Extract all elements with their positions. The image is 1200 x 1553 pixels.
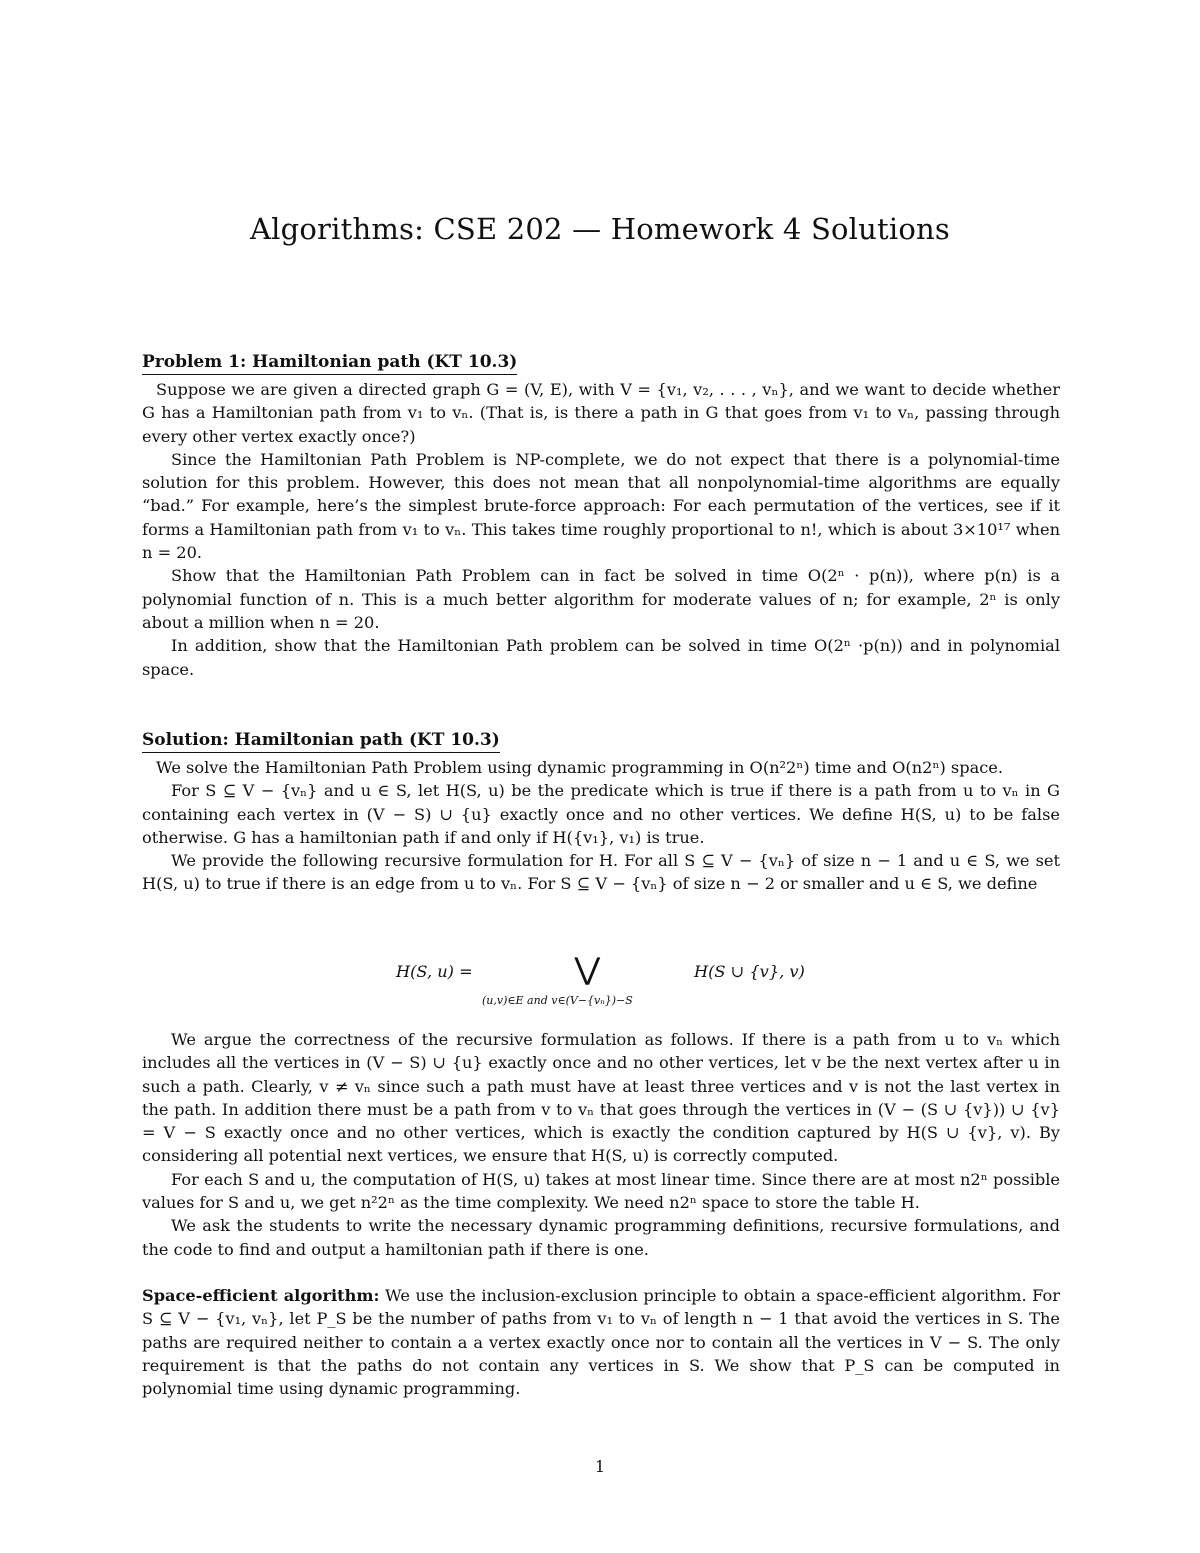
solution-paragraph-3: We provide the following recursive formulation for H. For all S ⊆ V − {vₙ} of size n − 1 and u ∈ S, we set H(S, u) to true if there is an edge from u to vₙ. For S ⊆ V − {vₙ} of size n − 2 or smaller and u ∈ S, we define xyxy=(142,851,1060,894)
space-efficient-section xyxy=(142,1284,1060,1400)
document-title: Algorithms: CSE 202 — Homework 4 Solutions xyxy=(250,212,950,246)
problem-paragraph-4: In addition, show that the Hamiltonian Path problem can be solved in time O(2ⁿ ·p(n)) and in polynomial space. xyxy=(142,636,1060,679)
problem-heading: Problem 1: Hamiltonian path (KT 10.3) xyxy=(142,352,517,375)
correctness-paragraph: We argue the correctness of the recursive formulation as follows. If there is a path from u to vₙ which includes all the vertices in (V − S) ∪ {u} exactly once and no other vertices, let v be the next vertex after u in such a path. Clearly, v ≠ vₙ since such a path must have at least three vertices and v is not the last vertex in the path. In addition there must be a path from v to vₙ that goes through the vertices in (V − (S ∪ {v})) ∪ {v} = V − S exactly once and no other vertices, which is exactly the condition captured by H(S ∪ {v}, v). By considering all potential next vertices, we ensure that H(S, u) is correctly computed. xyxy=(142,1030,1060,1166)
formula-subscript: (u,v)∈E and v∈(V−{vₙ})−S xyxy=(482,994,633,1007)
problem-paragraph-2: Since the Hamiltonian Path Problem is NP-complete, we do not expect that there is a polynomial-time solution for this problem. However, this does not mean that all nonpolynomial-time algorithms are equally “bad.” For example, here’s the simplest brute-force approach: For each permutation of the vertices, see if it forms a Hamiltonian path from v₁ to vₙ. This takes time roughly proportional to n!, which is about 3×10¹⁷ when n = 20. xyxy=(142,449,1060,563)
solution-heading: Solution: Hamiltonian path (KT 10.3) xyxy=(142,730,500,753)
formula-lhs: H(S, u) = xyxy=(396,962,473,981)
formula-big-or: ⋁ xyxy=(574,952,601,987)
solution-body xyxy=(142,756,1060,896)
page-number: 1 xyxy=(594,1457,606,1476)
complexity-paragraph: For each S and u, the computation of H(S, u) takes at most linear time. Since there are at most n2ⁿ possible values for S and u, we get n²2ⁿ as the time complexity. We need n2ⁿ space to store the table H. xyxy=(142,1169,1060,1213)
solution-paragraph-2: For S ⊆ V − {vₙ} and u ∈ S, let H(S, u) be the predicate which is true if there is a path from u to vₙ in G containing each vertex in (V − S) ∪ {u} exactly once and no other vertices. We define H(S, u) to be false otherwise. G has a hamiltonian path if and only if H({v₁}, v₁) is true. xyxy=(142,781,1060,847)
problem-body xyxy=(142,378,1060,681)
students-paragraph: We ask the students to write the necessary dynamic programming definitions, recursive formulations, and the code to find and output a hamiltonian path if there is one. xyxy=(142,1216,1060,1259)
formula-rhs: H(S ∪ {v}, v) xyxy=(694,962,805,981)
solution-body-continued xyxy=(142,1028,1060,1261)
space-efficient-label: Space-efficient algorithm: xyxy=(142,1286,380,1305)
problem-paragraph-1: Suppose we are given a directed graph G = (V, E), with V = {v₁, v₂, . . . , vₙ}, and we want to decide whether G has a Hamiltonian path from v₁ to vₙ. (That is, is there a path in G that goes from v₁ to vₙ, passing through every other vertex exactly once?) xyxy=(142,380,1060,446)
space-efficient-text: We use the inclusion-exclusion principle to obtain a space-efficient algorithm. For S ⊆ V − {v₁, vₙ}, let P_S be the number of paths from v₁ to vₙ of length n − 1 that avoid the vertices in S. The paths are required neither to contain a a vertex exactly once nor to contain all the vertices in V − S. The only requirement is that the paths do not contain any vertices in S. We show that P_S can be computed in polynomial time using dynamic programming. xyxy=(142,1286,1061,1399)
problem-paragraph-3: Show that the Hamiltonian Path Problem can in fact be solved in time O(2ⁿ · p(n)), where p(n) is a polynomial function of n. This is a much better algorithm for moderate values of n; for example, 2ⁿ is only about a million when n = 20. xyxy=(142,566,1060,632)
solution-paragraph-1: We solve the Hamiltonian Path Problem using dynamic programming in O(n²2ⁿ) time and O(n2ⁿ) space. xyxy=(156,758,1004,777)
recursive-formula xyxy=(0,952,1200,1012)
space-efficient-paragraph xyxy=(142,1284,1060,1400)
